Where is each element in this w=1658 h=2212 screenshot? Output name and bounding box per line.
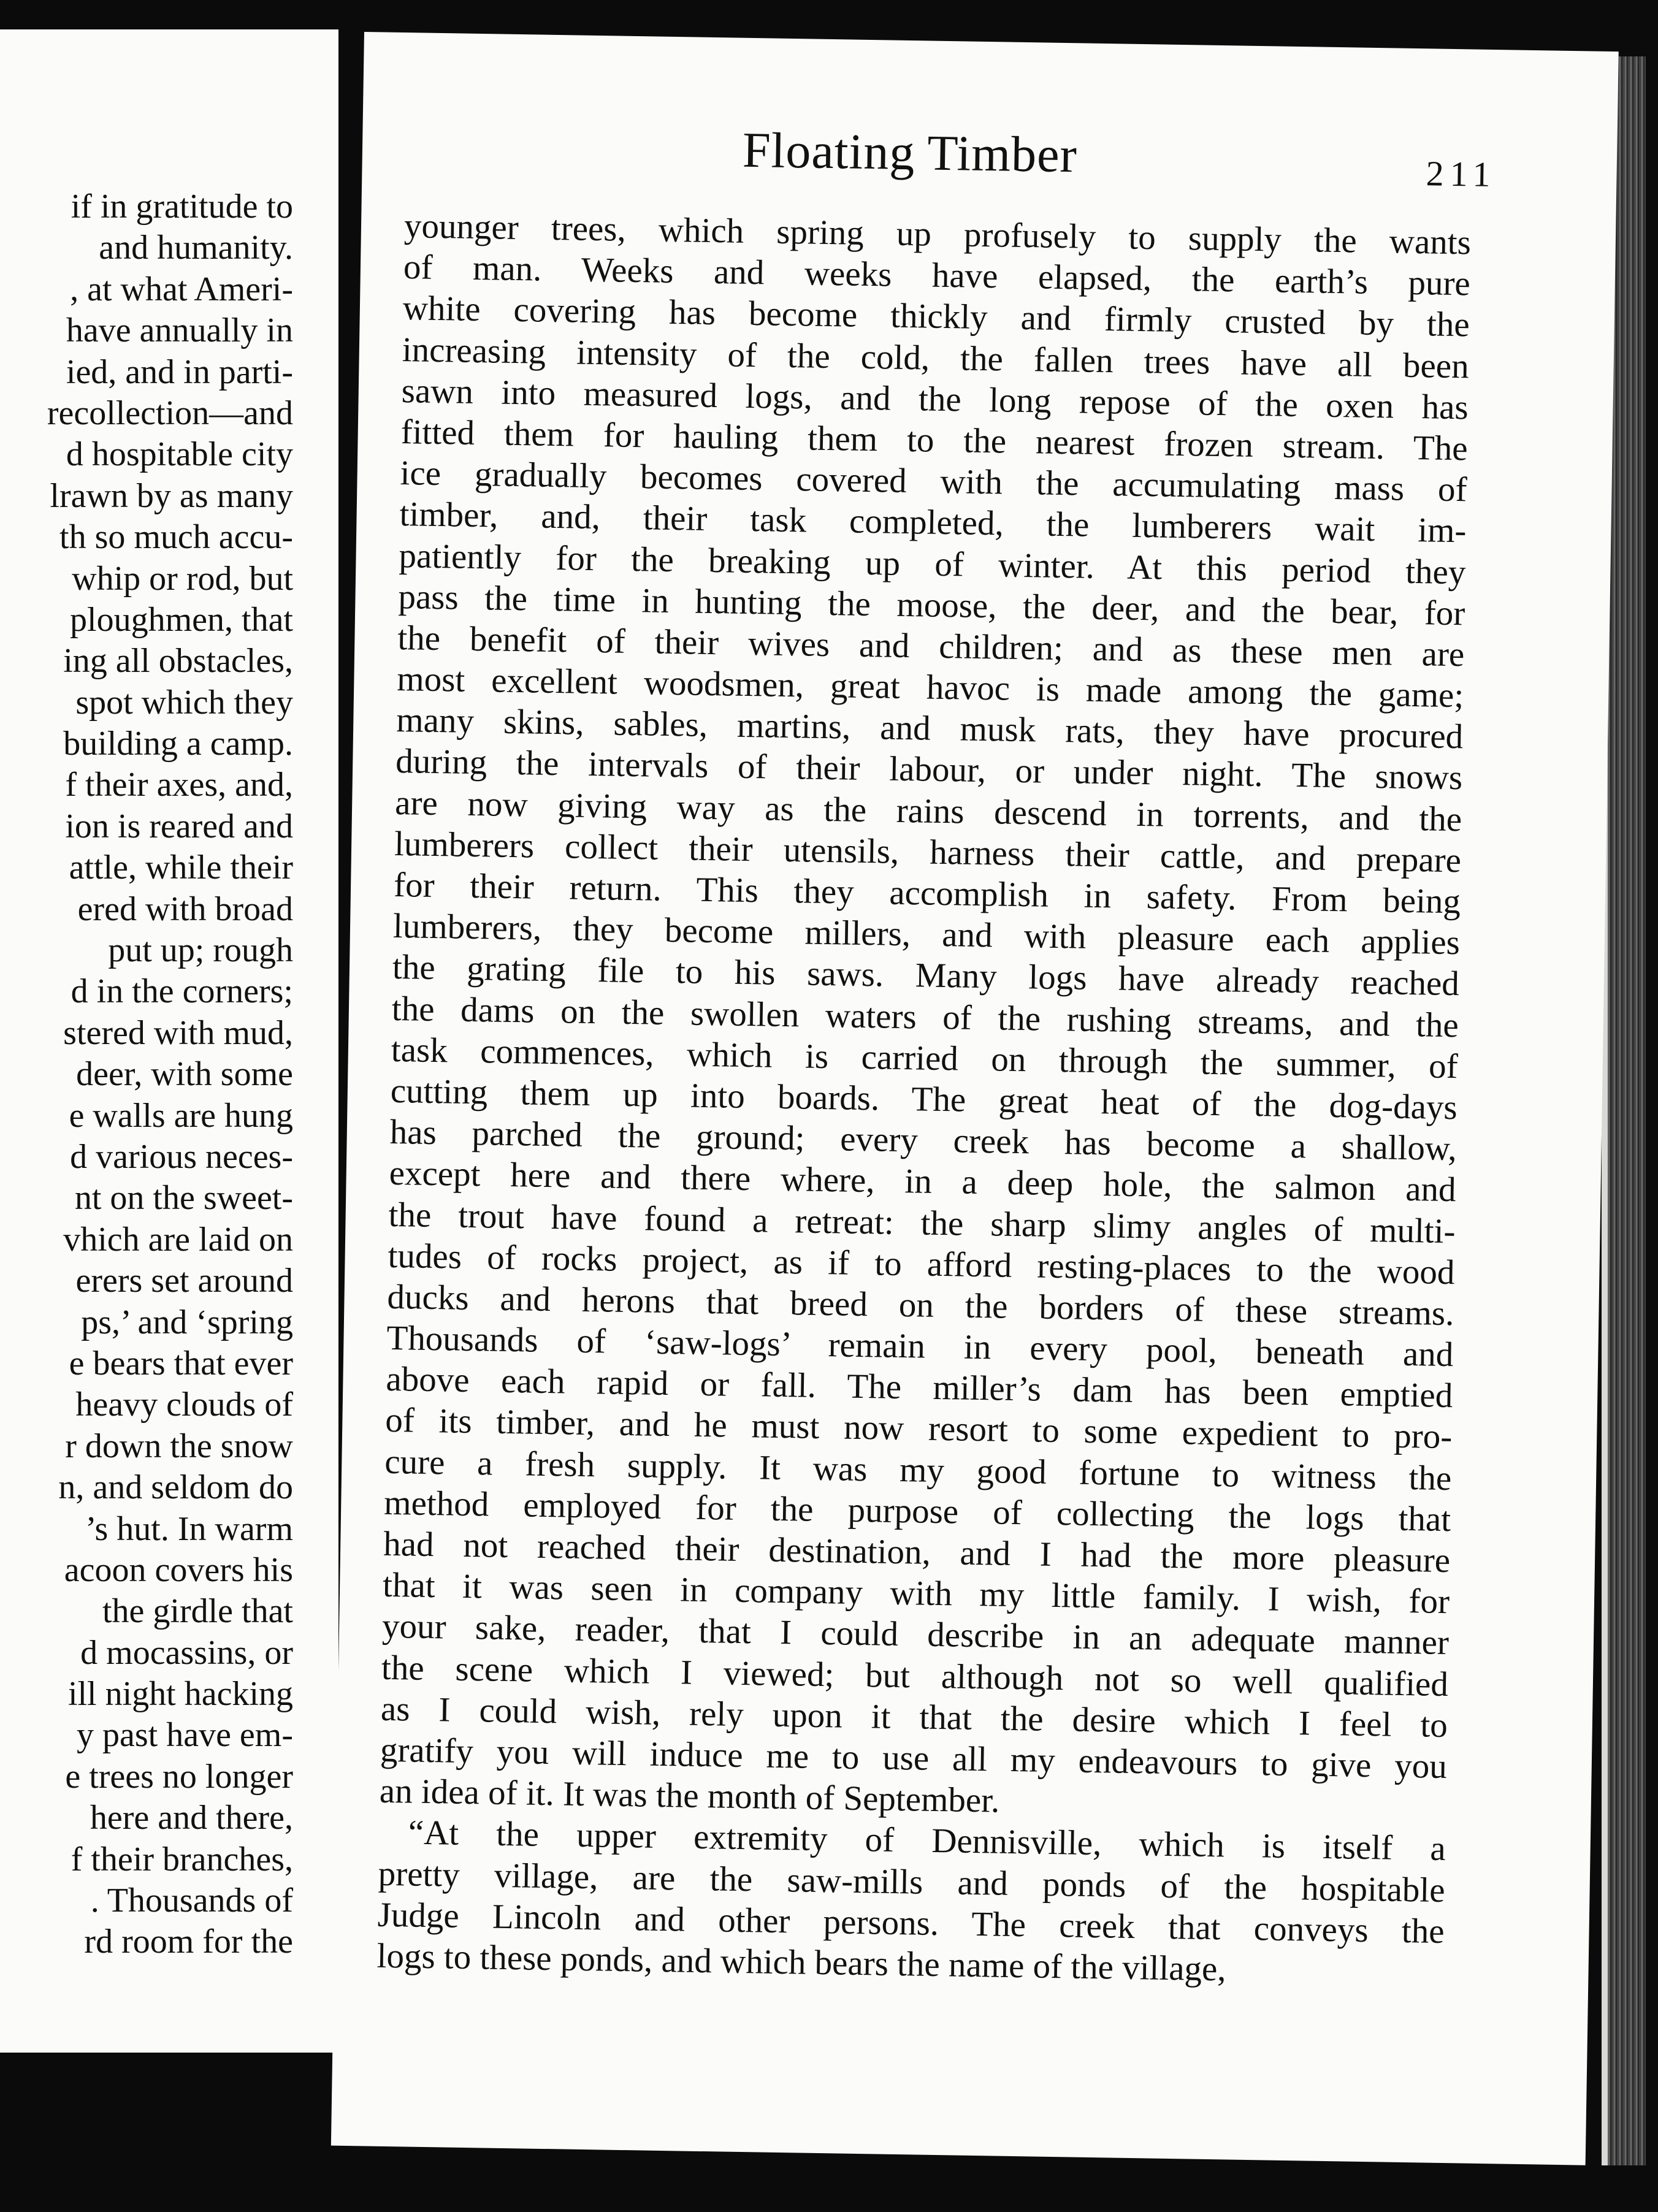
left-page-line: f their axes, and, [65,766,293,804]
body-text-line: for their return. This they accomplish in safety. From being [393,865,1461,921]
left-page-line: put up; rough [108,931,293,970]
page-number: 211 [1426,153,1497,195]
body-text-line: of its timber, and he must now resort to some expedient to pro- [384,1401,1453,1457]
left-page-line: spot which they [75,683,293,722]
body-text-line: the grating file to his saws. Many logs have already reached [392,948,1460,1004]
left-page-line: d mocassins, or [80,1633,293,1672]
left-page-line: lrawn by as many [50,476,293,515]
left-page-line: d hospitable city [66,435,293,474]
body-text-line: an idea of it. It was the month of September. [379,1771,1000,1820]
body-text-line: white covering has become thickly and firmly crusted by the [402,289,1470,345]
left-page-line: f their branches, [71,1840,293,1878]
left-page-line: ing all obstacles, [63,642,293,681]
body-text-line: had not reached their destination, and I had the more pleasure [383,1524,1451,1581]
body-text-line: during the intervals of their labour, or under night. The snows [395,742,1463,798]
body-text-line: task commences, which is carried on through the summer, of [391,1030,1459,1086]
left-page-line: ’s hut. In warm [85,1509,293,1548]
body-text-line: pass the time in hunting the moose, the deer, and the bear, for [398,577,1465,633]
body-text-line: Judge Lincoln and other persons. The creek that conveys the [377,1895,1445,1951]
left-page-line: erers set around [75,1262,293,1300]
left-page-line: ill night hacking [67,1675,293,1714]
left-page-line: heavy clouds of [75,1386,293,1424]
left-page-line: acoon covers his [64,1550,293,1589]
left-page-line: if in gratitude to [71,188,293,226]
body-text-line: many skins, sables, martins, and musk rats, they have procured [395,701,1464,757]
body-text-line: lumberers collect their utensils, harness their cattle, and prepare [394,824,1462,880]
left-page-line: deer, with some [76,1055,293,1094]
left-page-line: stered with mud, [63,1013,293,1052]
body-text-line: most excellent woodsmen, great havoc is made among the game; [396,660,1464,715]
left-page-line: building a camp. [63,725,293,763]
body-text-line: ice gradually becomes covered with the accumulating mass of [400,454,1467,509]
left-page-line: . Thousands of [90,1882,293,1920]
running-head: Floating Timber [742,121,1078,183]
body-text-line: younger trees, which spring up profusely to supply the wants [403,207,1472,262]
left-page-line: whip or rod, but [72,559,293,598]
body-text-line: as I could wish, rely upon it that the desire which I feel to [380,1689,1448,1745]
right-page-text [376,205,1471,1993]
left-page-line: th so much accu- [59,518,293,557]
body-text-line: the benefit of their wives and children; and as these men are [397,618,1465,674]
left-page-line: e walls are hung [69,1096,293,1135]
left-page-line: n, and seldom do [58,1468,293,1507]
left-page-line: here and there, [90,1799,293,1837]
body-text-line: the trout have found a retreat: the sharp slimy angles of multi- [388,1195,1456,1251]
body-text-line: has parched the ground; every creek has become a shallow, [389,1113,1457,1169]
left-page-line: attle, while their [69,849,293,887]
left-page-line: ps,’ and ‘spring [81,1303,293,1341]
left-page-line: vhich are laid on [63,1220,293,1259]
left-page-line: the girdle that [102,1592,293,1631]
body-text-line: sawn into measured logs, and the long repose of the oxen has [401,371,1469,427]
left-page-line: recollection—and [47,394,293,432]
left-page-line: nt on the sweet- [74,1179,293,1218]
left-page-line: d in the corners; [71,972,293,1011]
body-text-line: that it was seen in company with my little family. I wish, for [382,1565,1450,1622]
right-page [331,32,1619,2165]
left-page-line: y past have em- [77,1716,293,1755]
body-text-line: except here and there where, in a deep hole, the salmon and [389,1154,1457,1210]
left-page-line: and humanity. [99,229,293,267]
body-text-line: method employed for the purpose of collecting the logs that [383,1483,1451,1539]
body-text-line: tudes of rocks project, as if to afford resting-places to the wood [388,1236,1455,1292]
body-text-line: of man. Weeks and weeks have elapsed, the earth’s pure [403,248,1471,303]
left-page-text [0,186,293,1963]
body-text-line: pretty village, are the saw-mills and ponds of the hospitable [378,1854,1446,1910]
left-page-line: rd room for the [84,1923,293,1961]
left-page-line: ion is reared and [65,807,293,845]
body-text-line: the scene which I viewed; but although not so well qualified [381,1648,1449,1704]
left-page-line: e bears that ever [69,1344,293,1382]
body-text-line: above each rapid or fall. The miller’s dam has been emptied [385,1360,1453,1416]
left-page-line: ied, and in parti- [66,353,293,391]
left-page-line: ered with broad [77,890,293,928]
left-page-line: r down the snow [65,1427,293,1465]
body-text-line: Thousands of ‘saw-logs’ remain in every pool, beneath and [386,1318,1454,1375]
left-page [0,29,338,2053]
left-page-line: have annually in [66,311,293,350]
left-page-line: ploughmen, that [70,600,293,639]
body-text-line: “At the upper extremity of Dennisville, which is itself a [408,1813,1446,1869]
body-text-line: cure a fresh supply. It was my good fortune to witness the [384,1442,1452,1498]
body-text-line: patiently for the breaking up of winter. At this period they [399,536,1466,592]
body-text-line: are now giving way as the rains descend in torrents, and the [394,783,1462,839]
left-page-line: , at what Ameri- [70,270,293,308]
body-text-line: lumberers, they become millers, and with pleasure each applies [392,907,1461,963]
body-text-line: increasing intensity of the cold, the fallen trees have all been [402,330,1470,386]
body-text-line: the dams on the swollen waters of the rushing streams, and the [391,989,1459,1045]
body-text-line: your sake, reader, that I could describe in an adequate manner [381,1607,1450,1663]
body-text-line: logs to these ponds, and which bears the name of the village, [376,1936,1227,1989]
body-text-line: gratify you will induce me to use all my endeavours to give you [380,1730,1448,1787]
left-page-line: d various neces- [70,1137,293,1176]
body-text-line: ducks and herons that breed on the borders of these streams. [387,1277,1454,1333]
left-page-line: e trees no longer [65,1757,293,1796]
body-text-line: fitted them for hauling them to the nearest frozen stream. The [400,412,1469,468]
body-text-line: cutting them up into boards. The great heat of the dog-days [390,1071,1458,1127]
body-text-line: timber, and, their task completed, the lumberers wait im- [399,495,1467,551]
